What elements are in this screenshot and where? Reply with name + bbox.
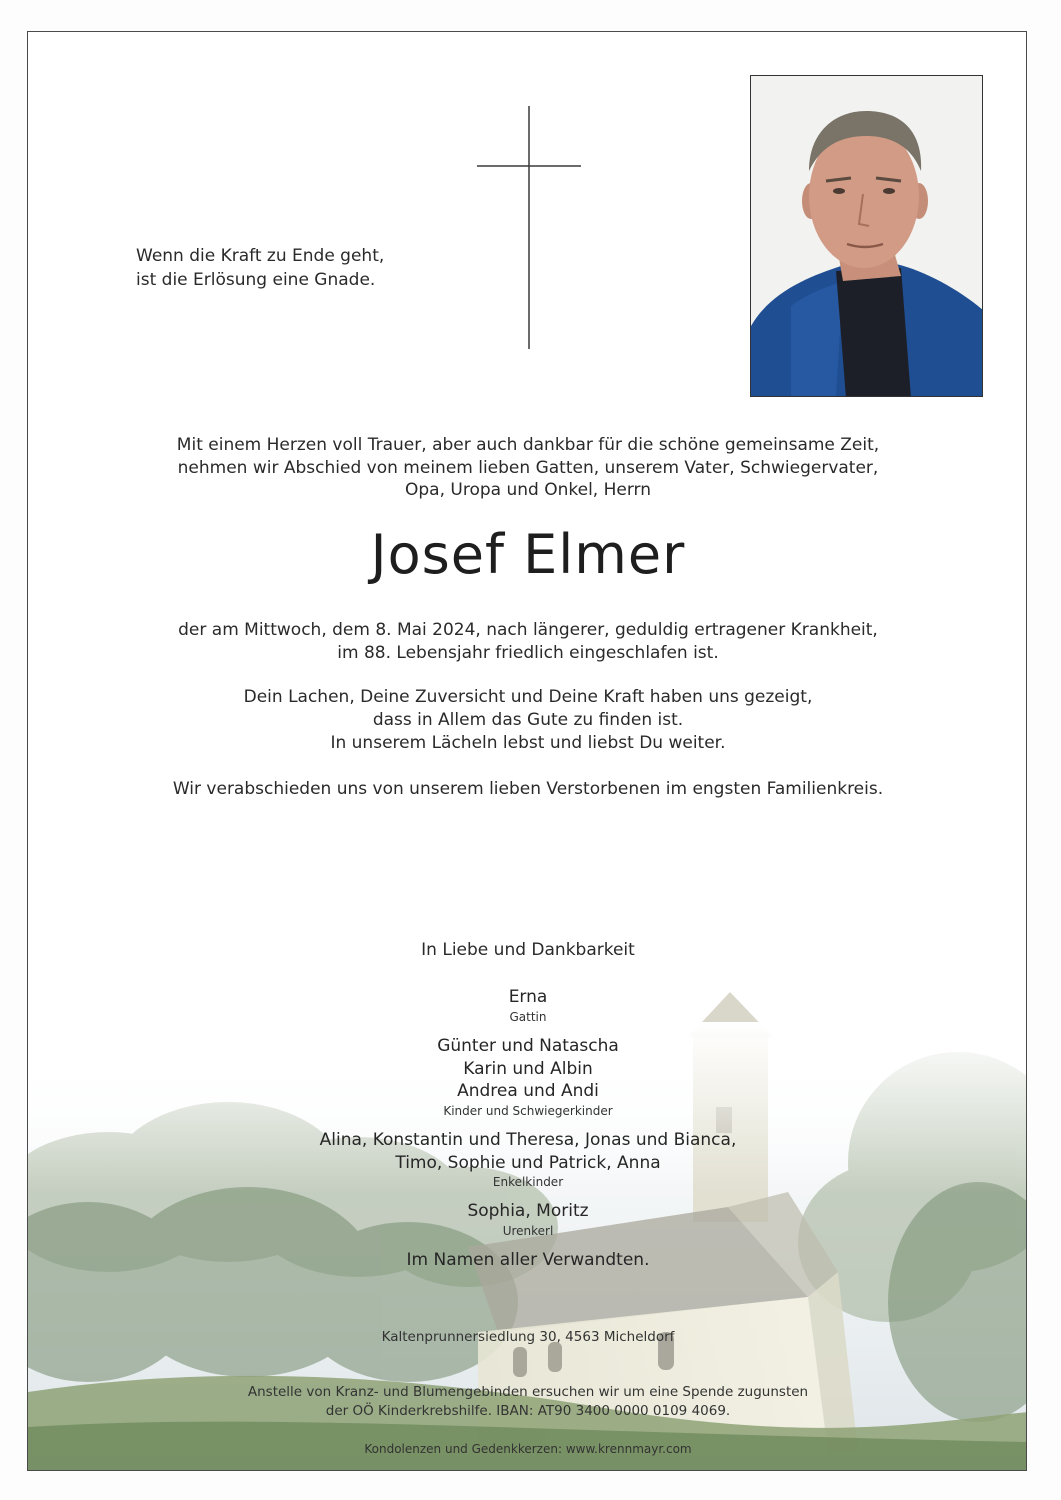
memorial-quote xyxy=(136,244,384,292)
tribute-line: In unserem Lächeln lebst und liebst Du weiter. xyxy=(330,733,726,753)
donation-line: der OÖ Kinderkrebshilfe. IBAN: AT90 3400 0000 0109 4069. xyxy=(325,1403,731,1419)
address: Kaltenprunnersiedlung 30, 4563 Micheldorf xyxy=(381,1329,675,1345)
grandchildren-names xyxy=(28,1129,1027,1174)
children-relation: Kinder und Schwiegerkinder xyxy=(443,1104,613,1118)
grandchildren-relation: Enkelkinder xyxy=(492,1175,564,1189)
children-line: Karin und Albin xyxy=(463,1058,593,1079)
death-notice-line: der am Mittwoch, dem 8. Mai 2024, nach längerer, geduldig ertragener Krankheit, xyxy=(178,620,878,640)
intro-line: nehmen wir Abschied von meinem lieben Gatten, unserem Vater, Schwiegervater, xyxy=(177,457,879,478)
deceased-name: Josef Elmer xyxy=(370,523,686,586)
children-line: Andrea und Andi xyxy=(457,1081,599,1101)
portrait-illustration xyxy=(751,76,983,397)
obituary-card xyxy=(27,31,1027,1471)
children-line: Günter und Natascha xyxy=(437,1036,619,1056)
spouse-name: Erna xyxy=(508,987,548,1007)
relatives-line: Im Namen aller Verwandten. xyxy=(406,1250,650,1270)
great-grandchildren-relation: Urenkerl xyxy=(502,1224,554,1238)
tribute-line: dass in Allem das Gute zu finden ist. xyxy=(372,710,684,730)
portrait-photo xyxy=(750,75,983,397)
donation-notice xyxy=(28,1383,1027,1421)
intro-text xyxy=(28,434,1027,502)
tribute-text xyxy=(28,686,1027,755)
great-grandchildren-names: Sophia, Moritz xyxy=(467,1201,589,1221)
children-names xyxy=(28,1035,1027,1103)
quote-line: ist die Erlösung eine Gnade. xyxy=(136,270,376,290)
intro-line: Opa, Uropa und Onkel, Herrn xyxy=(405,480,651,500)
tribute-line: Dein Lachen, Deine Zuversicht und Deine Kraft haben uns gezeigt, xyxy=(243,687,813,707)
grandchildren-line: Alina, Konstantin und Theresa, Jonas und Bianca, xyxy=(319,1130,737,1150)
death-notice-line: im 88. Lebensjahr friedlich eingeschlafen ist. xyxy=(337,642,719,663)
intro-line: Mit einem Herzen voll Trauer, aber auch dankbar für die schöne gemeinsame Zeit, xyxy=(176,435,880,455)
grandchildren-line: Timo, Sophie und Patrick, Anna xyxy=(395,1152,661,1173)
cross-icon xyxy=(477,106,581,349)
donation-line: Anstelle von Kranz- und Blumengebinden ersuchen wir um eine Spende zugunsten xyxy=(247,1384,809,1400)
farewell-text: Wir verabschieden uns von unserem lieben Verstorbenen im engsten Familienkreis. xyxy=(172,779,884,799)
condolences-link[interactable]: Kondolenzen und Gedenkkerzen: www.krennmayr.com xyxy=(364,1442,692,1456)
mourners-heading: In Liebe und Dankbarkeit xyxy=(421,940,635,960)
death-notice xyxy=(28,619,1027,664)
spouse-relation: Gattin xyxy=(509,1010,547,1024)
quote-line: Wenn die Kraft zu Ende geht, xyxy=(136,246,385,266)
